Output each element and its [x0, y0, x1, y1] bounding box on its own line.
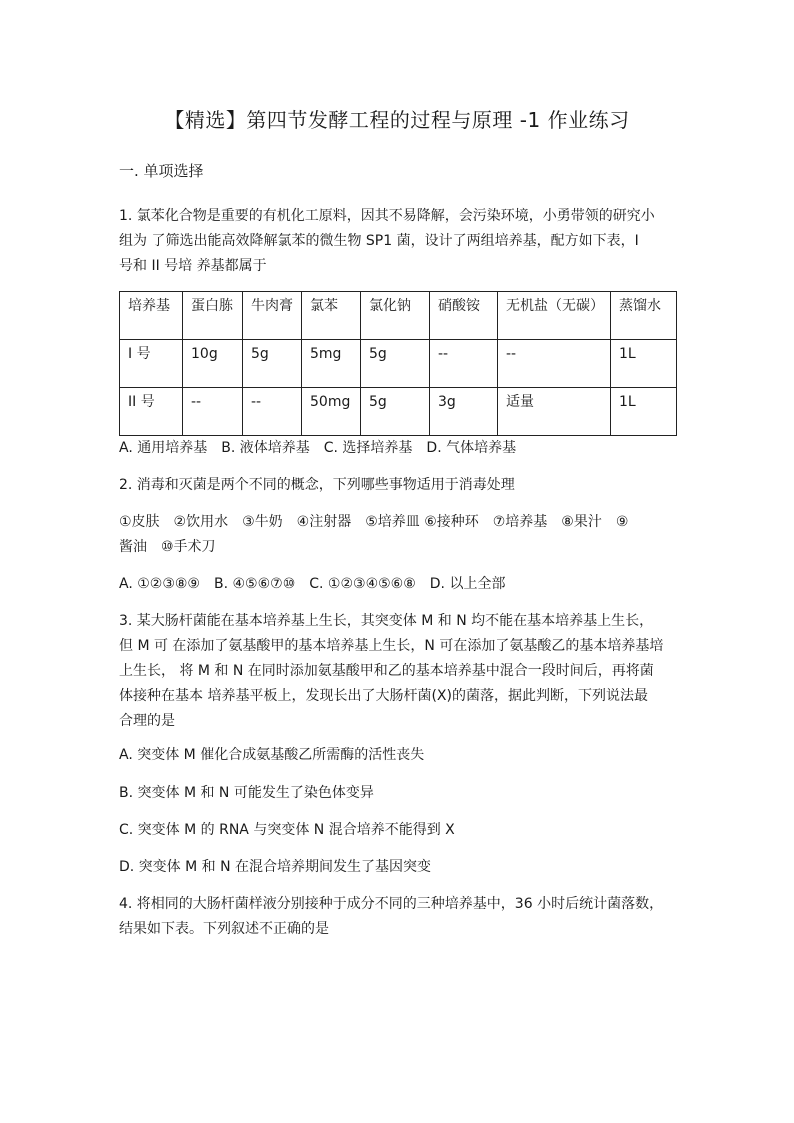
question-2-options: A. ①②③⑧⑨ B. ④⑤⑥⑦⑩ C. ①②③④⑤⑥⑧ D. 以上全部 — [119, 576, 506, 592]
table-header-cell: 硝酸铵 — [430, 292, 498, 340]
section-heading: 一. 单项选择 — [119, 162, 204, 180]
question-1-stem — [119, 204, 691, 279]
question-3-line: 上生长， 将 M 和 N 在同时添加氨基酸甲和乙的基本培养基中混合一段时间后，再将菌 — [119, 663, 654, 679]
table-row — [120, 388, 677, 436]
table-cell: -- — [243, 388, 302, 436]
table-cell: 5g — [361, 388, 430, 436]
table-cell: 1L — [611, 340, 677, 388]
question-3-line: 但 M 可 在添加了氨基酸甲的基本培养基上生长，N 可在添加了氨基酸乙的基本培养基培 — [119, 638, 664, 654]
table-header-cell: 氯苯 — [302, 292, 361, 340]
question-1-line: 组为 了筛选出能高效降解氯苯的微生物 SP1 菌，设计了两组培养基，配方如下表，I — [119, 233, 639, 249]
table-header-cell: 蛋白胨 — [183, 292, 243, 340]
question-1-options: A. 通用培养基 B. 液体培养基 C. 选择培养基 D. 气体培养基 — [119, 440, 517, 456]
page-title: 【精选】第四节发酵工程的过程与原理 -1 作业练习 — [164, 108, 630, 132]
table-cell: II 号 — [120, 388, 183, 436]
table-cell: 10g — [183, 340, 243, 388]
table-cell: -- — [498, 340, 611, 388]
question-1-line: 号和 II 号培 养基都属于 — [119, 258, 267, 274]
table-cell: 5mg — [302, 340, 361, 388]
table-cell: 5g — [361, 340, 430, 388]
question-3-option-d: D. 突变体 M 和 N 在混合培养期间发生了基因突变 — [119, 859, 432, 875]
table-cell: -- — [183, 388, 243, 436]
question-2-items — [119, 510, 691, 560]
question-3-stem — [119, 609, 691, 734]
table-cell: 3g — [430, 388, 498, 436]
question-2-stem: 2. 消毒和灭菌是两个不同的概念，下列哪些事物适用于消毒处理 — [119, 477, 515, 493]
table-cell: I 号 — [120, 340, 183, 388]
question-3-option-a: A. 突变体 M 催化合成氨基酸乙所需酶的活性丧失 — [119, 747, 425, 763]
table-header-row — [120, 292, 677, 340]
table-header-cell: 无机盐（无碳） — [498, 292, 611, 340]
question-4-line: 结果如下表。下列叙述不正确的是 — [119, 921, 329, 937]
question-4-line: 4. 将相同的大肠杆菌样液分别接种于成分不同的三种培养基中，36 小时后统计菌落数， — [119, 896, 664, 912]
table-cell: 5g — [243, 340, 302, 388]
table-header-cell: 培养基 — [120, 292, 183, 340]
table-cell: 1L — [611, 388, 677, 436]
question-3-option-b: B. 突变体 M 和 N 可能发生了染色体变异 — [119, 785, 374, 801]
question-4-stem — [119, 892, 691, 942]
table-header-cell: 牛肉膏 — [243, 292, 302, 340]
table-header-cell: 氯化钠 — [361, 292, 430, 340]
table-cell: 适量 — [498, 388, 611, 436]
question-2-items-line: ①皮肤 ②饮用水 ③牛奶 ④注射器 ⑤培养皿 ⑥接种环 ⑦培养基 ⑧果汁 ⑨ — [119, 514, 629, 530]
table-row — [120, 340, 677, 388]
question-2-items-line: 酱油 ⑩手术刀 — [119, 539, 216, 555]
question-1-line: 1. 氯苯化合物是重要的有机化工原料，因其不易降解，会污染环境，小勇带领的研究小 — [119, 208, 655, 224]
question-3-line: 合理的是 — [119, 713, 175, 729]
question-3-line: 3. 某大肠杆菌能在基本培养基上生长，其突变体 M 和 N 均不能在基本培养基上生长， — [119, 613, 654, 629]
table-cell: 50mg — [302, 388, 361, 436]
table-cell: -- — [430, 340, 498, 388]
question-3-option-c: C. 突变体 M 的 RNA 与突变体 N 混合培养不能得到 X — [119, 822, 455, 838]
medium-table — [119, 291, 677, 436]
table-header-cell: 蒸馏水 — [611, 292, 677, 340]
question-3-line: 体接种在基本 培养基平板上，发现长出了大肠杆菌(X)的菌落，据此判断，下列说法最 — [119, 688, 648, 704]
